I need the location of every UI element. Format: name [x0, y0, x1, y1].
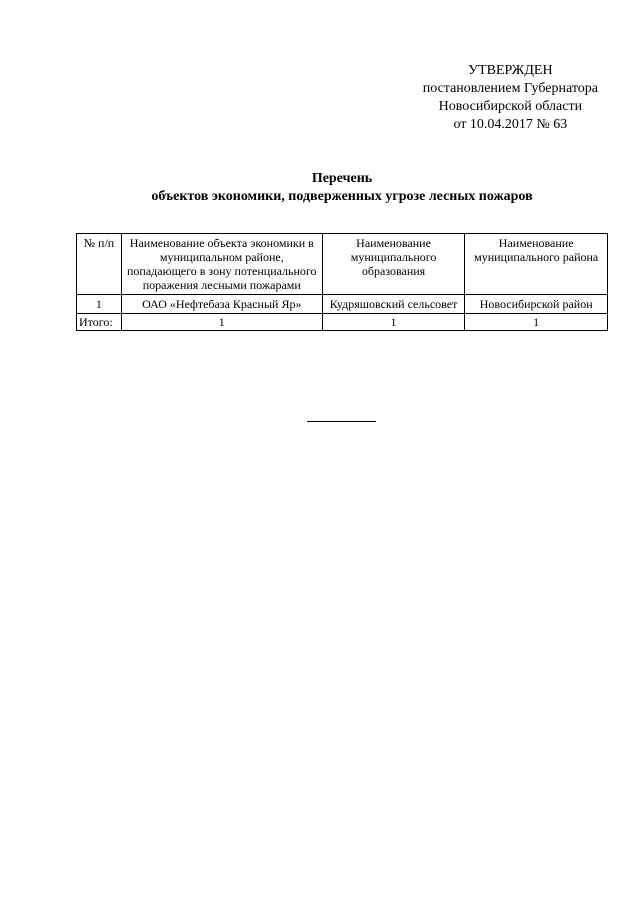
approval-region: Новосибирской области — [438, 99, 583, 114]
approval-decree: постановлением Губернатора — [422, 81, 598, 96]
header-num: № п/п — [77, 234, 122, 295]
document-title — [0, 170, 640, 206]
total-district: 1 — [465, 314, 608, 331]
row-municipality: Кудряшовский сельсовет — [322, 295, 465, 314]
row-object: ОАО «Нефтебаза Красный Яр» — [121, 295, 322, 314]
approval-block — [423, 62, 598, 134]
row-district: Новосибирской район — [465, 295, 608, 314]
header-district: Наименование муниципального района — [465, 234, 608, 295]
end-divider — [307, 421, 376, 422]
table-header-row — [77, 234, 608, 295]
objects-table — [76, 233, 608, 331]
table-total-row — [77, 314, 608, 331]
approval-heading: УТВЕРЖДЕН — [468, 63, 553, 78]
title-line-2: объектов экономики, подверженных угрозе лесных пожаров — [151, 189, 533, 204]
total-label: Итого: — [77, 314, 122, 331]
approval-date-number: от 10.04.2017 № 63 — [453, 117, 568, 132]
header-municipality: Наименование муниципального образования — [322, 234, 465, 295]
total-object: 1 — [121, 314, 322, 331]
header-object: Наименование объекта экономики в муниципальном районе, попадающего в зону потенциального поражения лесными пожарами — [121, 234, 322, 295]
table-row — [77, 295, 608, 314]
row-num: 1 — [77, 295, 122, 314]
title-line-1: Перечень — [311, 171, 373, 186]
total-municipality: 1 — [322, 314, 465, 331]
